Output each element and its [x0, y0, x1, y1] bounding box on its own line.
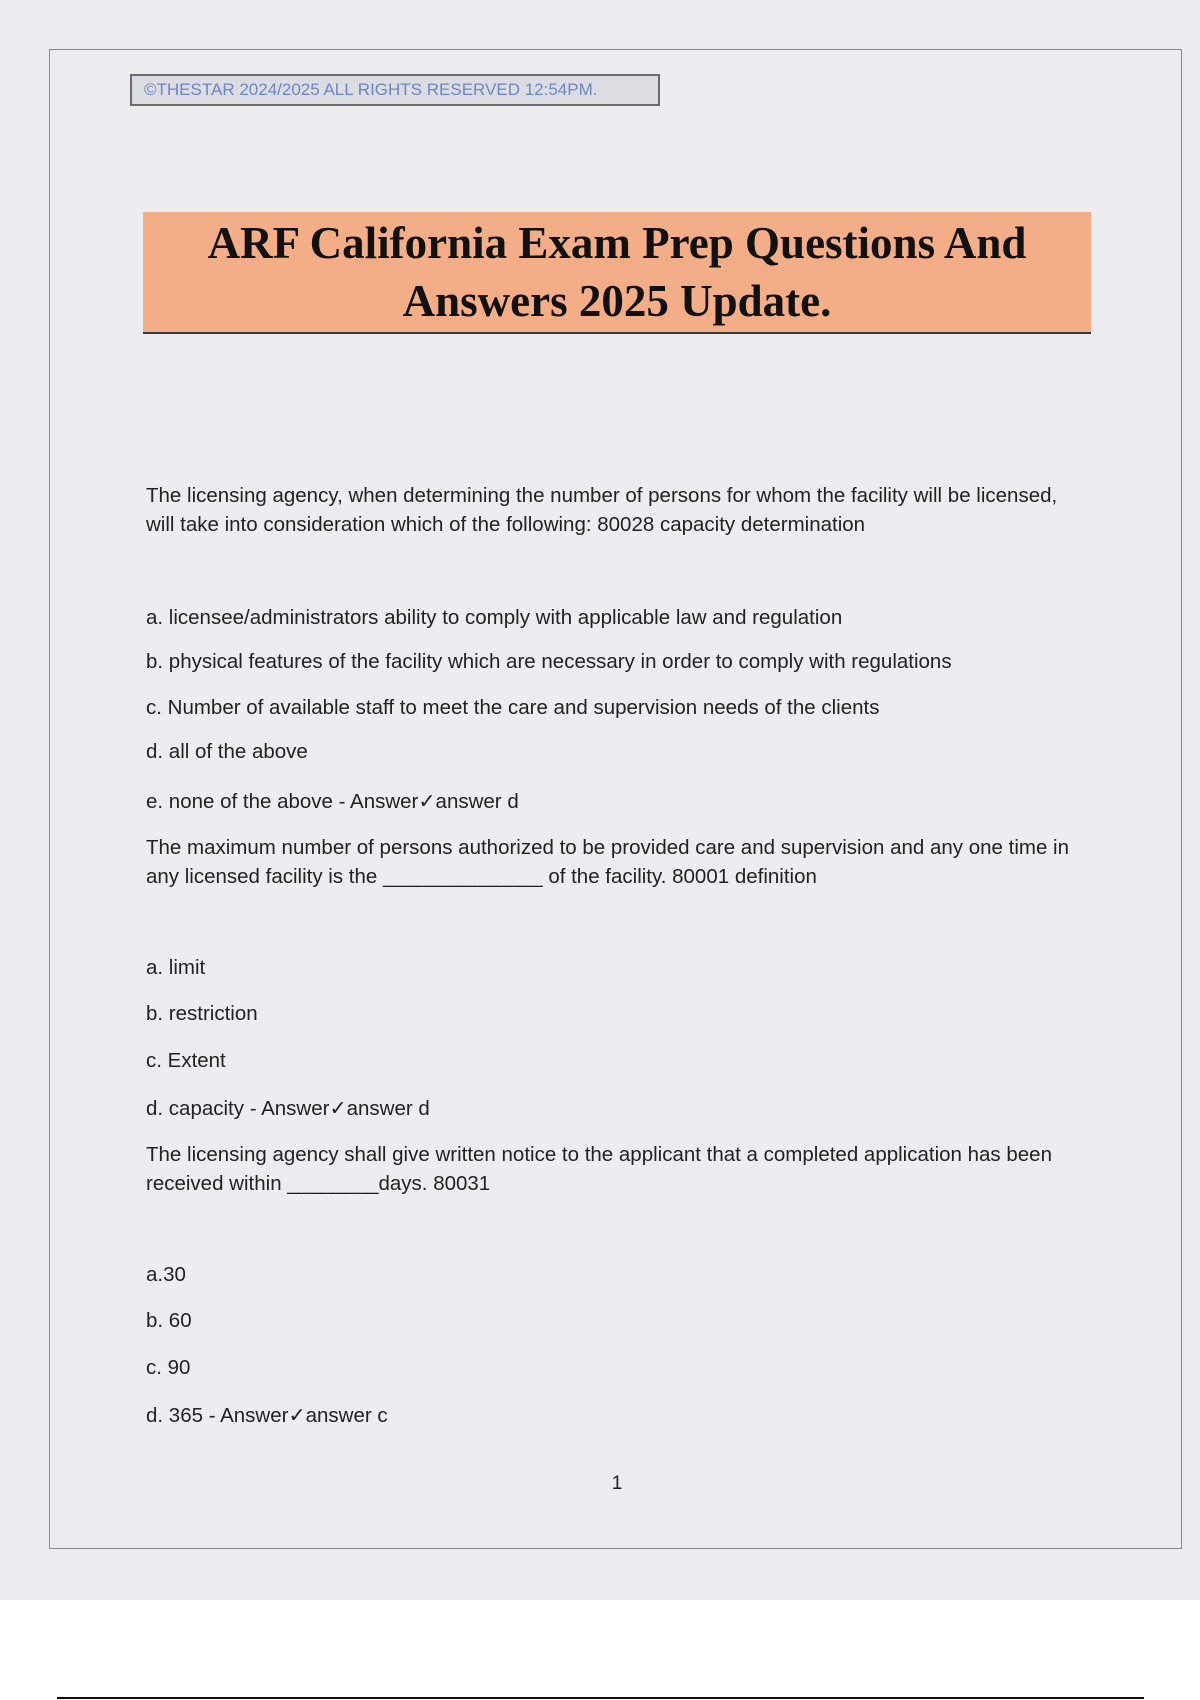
next-page-divider — [57, 1697, 1144, 1699]
answer-option: a. limit — [146, 956, 206, 979]
page-number: 1 — [611, 1473, 623, 1494]
answer-option: a. licensee/administrators ability to comply with applicable law and regulation — [146, 606, 843, 629]
copyright-banner: ©THESTAR 2024/2025 ALL RIGHTS RESERVED 12:54PM. — [130, 74, 660, 106]
title-line-2: Answers 2025 Update. — [402, 276, 832, 326]
answer-option: c. 90 — [146, 1356, 191, 1379]
answer-option: b. physical features of the facility which are necessary in order to comply with regulations — [146, 650, 952, 673]
answer-option: c. Number of available staff to meet the care and supervision needs of the clients — [146, 696, 880, 719]
title-banner — [143, 212, 1091, 334]
answer-option: c. Extent — [146, 1049, 226, 1072]
answer-option: d. 365 - Answer✓answer c — [146, 1404, 388, 1427]
answer-option: a.30 — [146, 1263, 186, 1286]
answer-option: d. all of the above — [146, 740, 308, 763]
document-title — [157, 214, 1077, 330]
question-prompt-3: The licensing agency shall give written notice to the applicant that a completed application has been received within ________days. 80031 — [146, 1143, 1052, 1195]
answer-option: e. none of the above - Answer✓answer d — [146, 790, 519, 813]
answer-option: b. 60 — [146, 1309, 192, 1332]
answer-option: d. capacity - Answer✓answer d — [146, 1097, 430, 1120]
answer-option: b. restriction — [146, 1002, 258, 1025]
title-line-1: ARF California Exam Prep Questions And — [207, 218, 1027, 268]
question-prompt-2: The maximum number of persons authorized to be provided care and supervision and any one time in any licensed facility is the ______________ of the facility. 80001 definition — [146, 836, 1070, 888]
question-prompt-1: The licensing agency, when determining the number of persons for whom the facility will be licensed, will take into consideration which of the following: 80028 capacity determination — [146, 484, 1058, 536]
